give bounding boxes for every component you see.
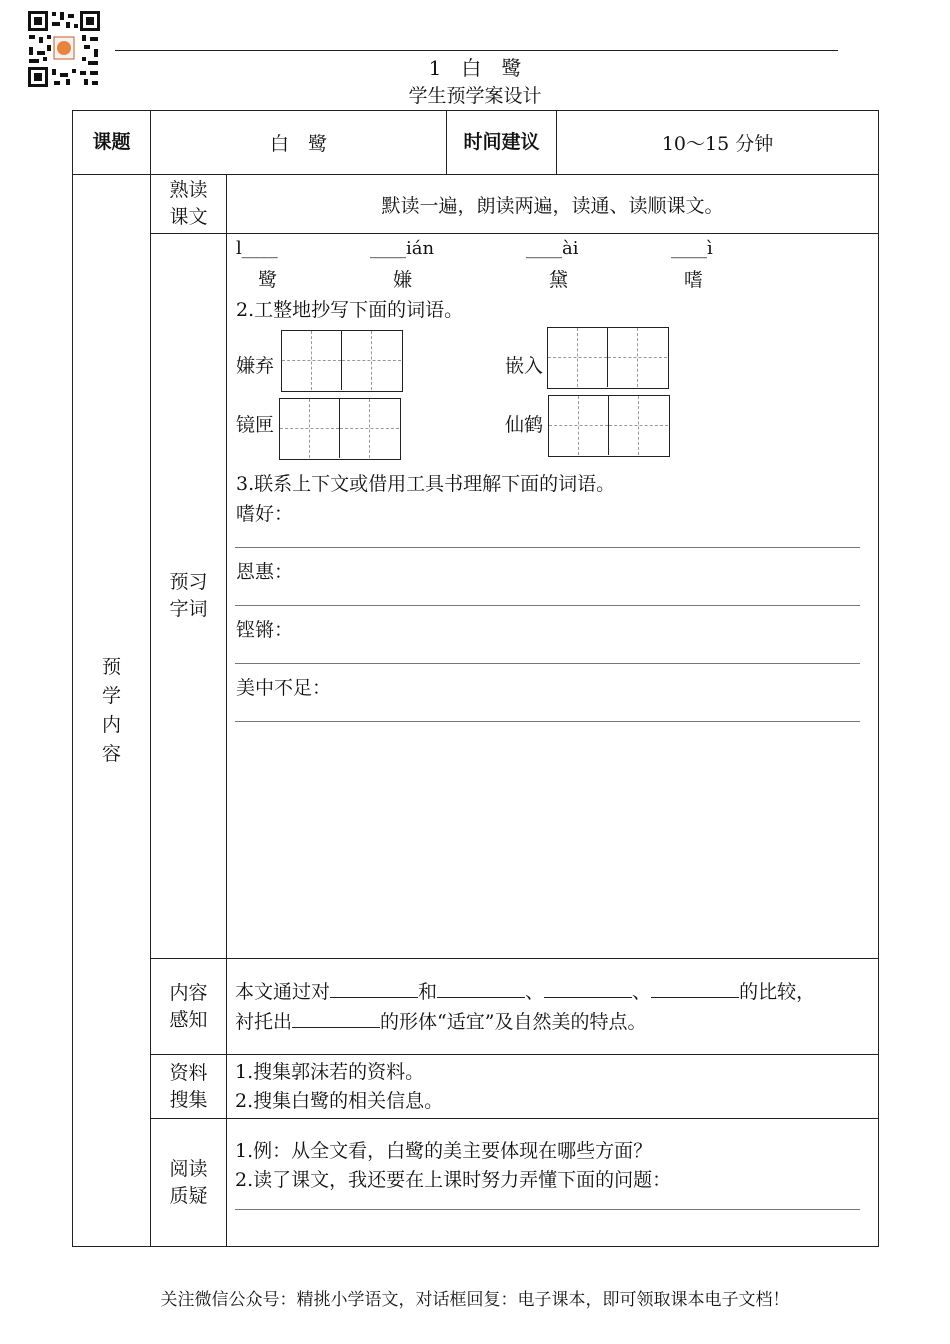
- char-1: 鹭: [258, 269, 278, 291]
- question-3: 3.联系上下文或借用工具书理解下面的词语。: [236, 473, 616, 495]
- questions-cell: [227, 1119, 879, 1247]
- writing-grid-2[interactable]: [547, 327, 669, 389]
- content-text-b: 和: [418, 980, 438, 1003]
- materials-cell: [227, 1055, 879, 1119]
- questions-label-text: 阅读质疑: [169, 1157, 208, 1207]
- reading-text: 默读一遍，朗读两遍，读通、读顺课文。: [227, 175, 879, 234]
- char-3: 黛: [549, 269, 569, 291]
- term-4: 美中不足：: [236, 677, 332, 699]
- prestudy-table: [72, 110, 879, 1247]
- reading-label-text: 熟读课文: [169, 179, 208, 228]
- pinyin-2: ____ián: [370, 238, 435, 259]
- writing-grid-1[interactable]: [281, 330, 403, 392]
- term-1-answer-line[interactable]: [235, 547, 860, 548]
- questions-item-1: 1.例：从全文看，白鹭的美主要体现在哪些方面？: [235, 1140, 653, 1162]
- questions-answer-line[interactable]: [235, 1209, 860, 1210]
- time-label: 时间建议: [447, 111, 557, 175]
- term-3: 铿锵：: [236, 619, 294, 641]
- char-2: 嫌: [393, 269, 413, 291]
- content-text-a: 本文通过对: [235, 980, 331, 1003]
- materials-label: [151, 1055, 227, 1119]
- content-text-e: 的比较，: [739, 980, 816, 1003]
- materials-item-1: 1.搜集郭沫若的资料。: [235, 1060, 425, 1083]
- content-cell: [227, 959, 879, 1055]
- content-text-c: 、: [525, 980, 545, 1003]
- page-subtitle: 学生预学案设计: [408, 85, 542, 107]
- content-line-2: [235, 1007, 878, 1037]
- materials-item-2: 2.搜集白鹭的相关信息。: [235, 1089, 444, 1112]
- copy-word-1: 嫌弃: [236, 355, 275, 377]
- content-text-d: 、: [632, 980, 652, 1003]
- topic-label: 课题: [73, 111, 151, 175]
- content-text-g: 的形体“适宜”及自然美的特点。: [380, 1010, 647, 1033]
- content-text-f: 衬托出: [235, 1010, 293, 1033]
- copy-word-3: 镜匣: [236, 414, 275, 436]
- words-label: [151, 234, 227, 959]
- term-2-answer-line[interactable]: [235, 605, 860, 606]
- blank-2[interactable]: [437, 997, 525, 998]
- blank-5[interactable]: [292, 1027, 380, 1028]
- term-4-answer-line[interactable]: [235, 721, 860, 722]
- words-label-text: 预习字词: [169, 571, 208, 620]
- questions-label: [151, 1119, 227, 1247]
- questions-item-2: 2.读了课文，我还要在上课时努力弄懂下面的问题：: [235, 1169, 672, 1191]
- writing-grid-4[interactable]: [548, 395, 670, 457]
- blank-1[interactable]: [330, 997, 418, 998]
- lesson-title: 1 白 鹭: [428, 56, 522, 80]
- question-2: 2.工整地抄写下面的词语。: [236, 299, 464, 321]
- time-value: 10～15 分钟: [557, 111, 879, 175]
- writing-grid-3[interactable]: [279, 398, 401, 460]
- reading-label: [151, 175, 227, 234]
- topic-value: 白 鹭: [151, 111, 447, 175]
- term-2: 恩惠：: [236, 561, 294, 583]
- char-4: 嗜: [684, 269, 704, 291]
- blank-4[interactable]: [651, 997, 739, 998]
- materials-label-text: 资料搜集: [169, 1061, 208, 1111]
- footer-note: 关注微信公众号：精挑小学语文，对话框回复：电子课本，即可领取课本电子文档！: [160, 1290, 790, 1310]
- section-label-text: 预学内容: [101, 655, 121, 765]
- term-1: 嗜好：: [236, 503, 294, 525]
- content-label: [151, 959, 227, 1055]
- copy-word-2: 嵌入: [505, 355, 544, 377]
- content-line-1: [235, 977, 878, 1007]
- copy-word-4: 仙鹤: [505, 414, 544, 436]
- section-label: [73, 175, 151, 1247]
- pinyin-4: ____ì: [671, 238, 713, 259]
- pinyin-1: l____: [236, 238, 278, 259]
- term-3-answer-line[interactable]: [235, 663, 860, 664]
- blank-3[interactable]: [544, 997, 632, 998]
- pinyin-3: ____ài: [526, 238, 579, 259]
- content-label-text: 内容感知: [169, 981, 208, 1031]
- header-rule: [115, 50, 838, 51]
